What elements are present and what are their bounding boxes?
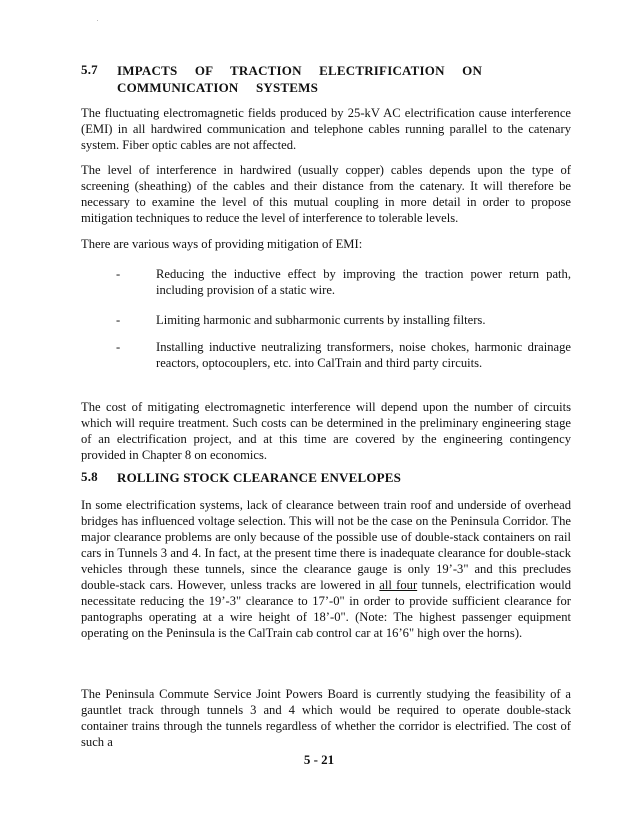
dash-marker: -	[116, 267, 121, 281]
section-title: ROLLING STOCK CLEARANCE ENVELOPES	[117, 470, 402, 485]
underlined-text: all four	[379, 578, 418, 592]
section-title: IMPACTS OF TRACTION ELECTRIFICATION ON COMMUNICATION SYSTEMS	[117, 63, 483, 95]
section-number: 5.7	[81, 62, 98, 77]
paragraph: The Peninsula Commute Service Joint Powers Board is currently studying the feasibility of a gauntlet track through tunnels 3 and 4 which would be required to operate double-stack container trains through the tunnels regardless of whether the corridor is electrified. The cost of such a	[81, 687, 571, 749]
scan-speck	[97, 20, 98, 21]
paragraph: The fluctuating electromagnetic fields produced by 25-kV AC electrification cause interference (EMI) in all hardwired communication and telephone cables running parallel to the catenary system. Fiber optic cables are not affected.	[81, 106, 571, 152]
paragraph-text: In some electrification systems, lack of clearance between train roof and underside of overhead bridges has influenced voltage selection. This will not be the case on the Peninsula Corridor. The major clearance problems are only because of the possible use of double-stack containers on rail cars in Tunnels 3 and 4. In fact, at the present time there is inadequate clearance for double-stack vehicles through these tunnels, since the clearance gauge is only 19’-3" and this precludes double-stack cars. However, unless tracks are lowered in	[81, 498, 571, 592]
paragraph-text: tunnels, electrification would necessitate reducing the 19’-3" clearance to 17’-0" in order to provide sufficient clearance for pantographs operating at a wire height of 18’-0". (Note: The highest passenger equipment operating on the Peninsula is the CalTrain cab control car at 16’6" high over the horns).	[81, 578, 571, 640]
section-number: 5.8	[81, 469, 98, 484]
dash-marker: -	[116, 340, 121, 354]
page-number: 5 - 21	[303, 752, 335, 767]
list-item-text: Reducing the inductive effect by improving the traction power return path, including provision of a static wire.	[156, 267, 571, 297]
paragraph: There are various ways of providing mitigation of EMI:	[81, 237, 363, 251]
paragraph: The cost of mitigating electromagnetic interference will depend upon the number of circuits which will require treatment. Such costs can be determined in the preliminary engineering stage of an electrification project, and at this time are covered by the engineering contingency provided in Chapter 8 on economics.	[81, 400, 571, 462]
paragraph: The level of interference in hardwired (usually copper) cables depends upon the type of screening (sheathing) of the cables and their distance from the catenary. It will therefore be necessary to examine the level of this mutual coupling in more detail in order to propose mitigation techniques to reduce the level of interference to tolerable levels.	[81, 163, 571, 225]
list-item-text: Limiting harmonic and subharmonic currents by installing filters.	[156, 313, 486, 327]
paragraph	[81, 497, 571, 641]
dash-marker: -	[116, 313, 121, 327]
list-item-text: Installing inductive neutralizing transformers, noise chokes, harmonic drainage reactors, optocouplers, etc. into CalTrain and third party circuits.	[156, 340, 571, 370]
